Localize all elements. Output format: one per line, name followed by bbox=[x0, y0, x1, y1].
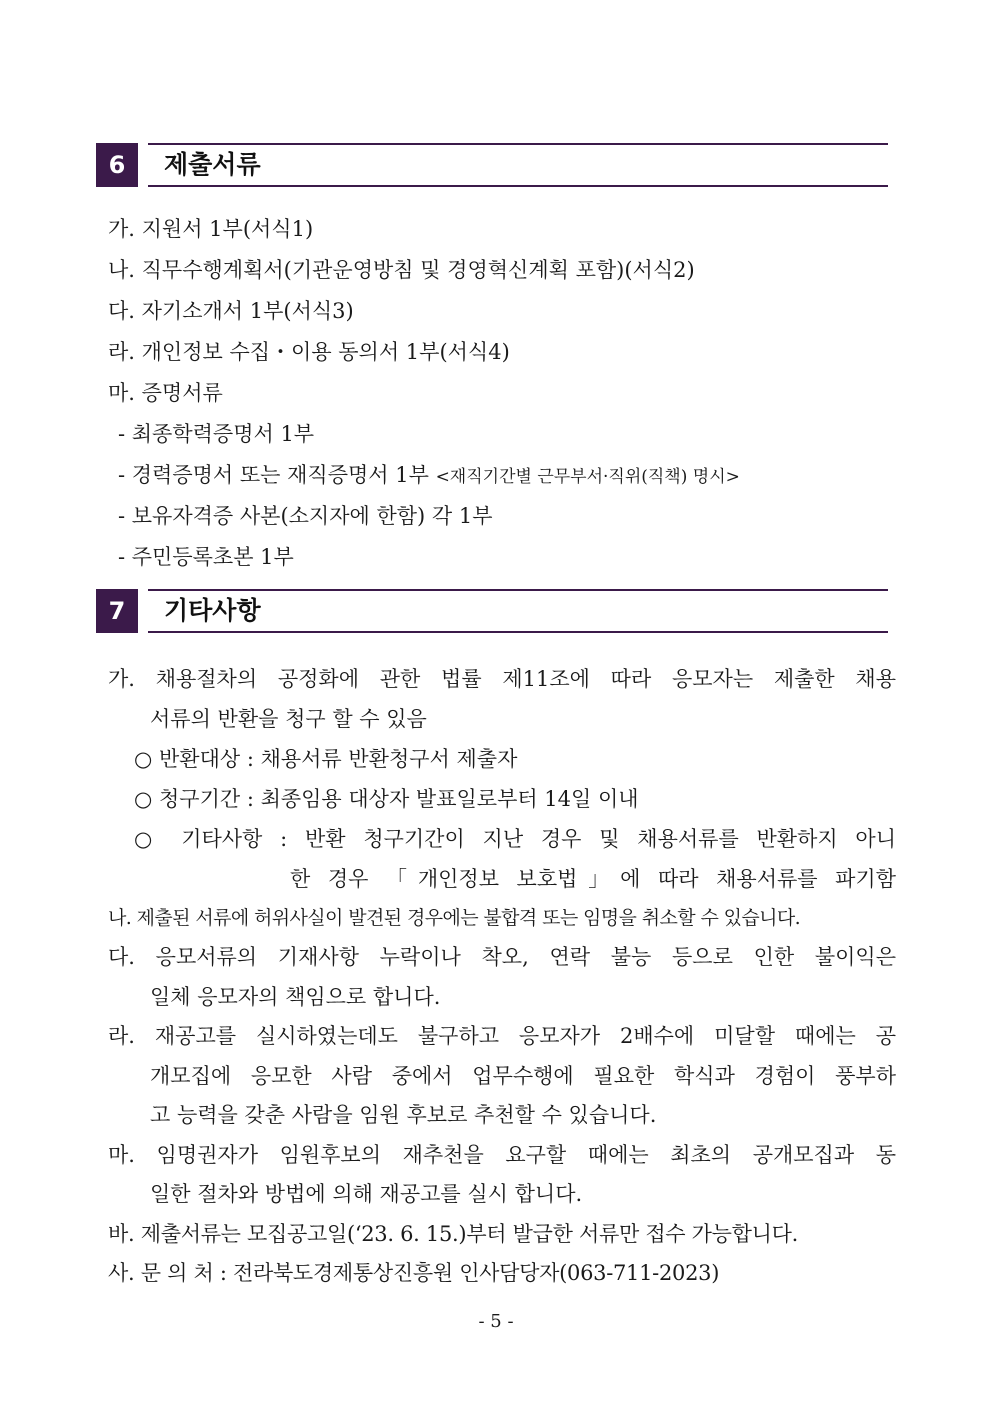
section-title: 기타사항 bbox=[148, 589, 888, 633]
section-6-header bbox=[96, 143, 888, 187]
list-item: 라. 개인정보 수집・이용 동의서 1부(서식4) bbox=[108, 340, 510, 364]
sub-list-item: - 보유자격증 사본(소지자에 한함) 각 1부 bbox=[118, 504, 493, 528]
list-item-continuation: 개모집에 응모한 사람 중에서 업무수행에 필요한 학식과 경험이 풍부하 bbox=[150, 1064, 896, 1088]
list-item: 마. 임명권자가 임원후보의 재추천을 요구할 때에는 최초의 공개모집과 동 bbox=[108, 1143, 896, 1167]
list-item-continuation: 일한 절차와 방법에 의해 재공고를 실시 합니다. bbox=[150, 1182, 583, 1206]
sub-list-item: - 최종학력증명서 1부 bbox=[118, 422, 315, 446]
list-item: 가. 채용절차의 공정화에 관한 법률 제11조에 따라 응모자는 제출한 채용 bbox=[108, 667, 896, 691]
list-item: 마. 증명서류 bbox=[108, 381, 223, 405]
bullet-item: ○ 청구기간 : 최종임용 대상자 발표일로부터 14일 이내 bbox=[134, 787, 639, 811]
sub-list-item: - 경력증명서 또는 재직증명서 1부 <재직기간별 근무부서·직위(직책) 명시> bbox=[118, 463, 740, 487]
bullet-item: ○ 기타사항 : 반환 청구기간이 지난 경우 및 채용서류를 반환하지 아니 bbox=[134, 827, 896, 851]
list-item: 다. 자기소개서 1부(서식3) bbox=[108, 299, 354, 323]
list-item-continuation: 서류의 반환을 청구 할 수 있음 bbox=[150, 707, 427, 731]
section-title: 제출서류 bbox=[148, 143, 888, 187]
list-item-continuation: 일체 응모자의 책임으로 합니다. bbox=[150, 985, 441, 1009]
career-note: <재직기간별 근무부서·직위(직책) 명시> bbox=[435, 467, 740, 487]
sub-list-item: - 주민등록초본 1부 bbox=[118, 545, 294, 569]
list-item: 다. 응모서류의 기재사항 누락이나 착오, 연락 불능 등으로 인한 불이익은 bbox=[108, 945, 896, 969]
contact-line: 사. 문 의 처 : 전라북도경제통상진흥원 인사담당자(063-711-2023) bbox=[108, 1261, 720, 1285]
list-item: 나. 직무수행계획서(기관운영방침 및 경영혁신계획 포함)(서식2) bbox=[108, 258, 695, 282]
list-item: 나. 제출된 서류에 허위사실이 발견된 경우에는 불합격 또는 임명을 취소할 수 있습니다. bbox=[108, 907, 801, 929]
list-item: 라. 재공고를 실시하였는데도 불구하고 응모자가 2배수에 미달할 때에는 공 bbox=[108, 1024, 896, 1048]
section-7-header bbox=[96, 589, 888, 633]
bullet-item-continuation: 한 경우 「개인정보 보호법」에 따라 채용서류를 파기함 bbox=[290, 867, 896, 891]
section-number-badge: 6 bbox=[96, 143, 138, 187]
page-number: - 5 - bbox=[478, 1311, 514, 1332]
list-item-continuation: 고 능력을 갖춘 사람을 임원 후보로 추천할 수 있습니다. bbox=[150, 1103, 657, 1127]
section-number-badge: 7 bbox=[96, 589, 138, 633]
list-item: 가. 지원서 1부(서식1) bbox=[108, 217, 314, 241]
list-item: 바. 제출서류는 모집공고일(‘23. 6. 15.)부터 발급한 서류만 접수 가능합니다. bbox=[108, 1222, 798, 1246]
bullet-item: ○ 반환대상 : 채용서류 반환청구서 제출자 bbox=[134, 747, 518, 771]
